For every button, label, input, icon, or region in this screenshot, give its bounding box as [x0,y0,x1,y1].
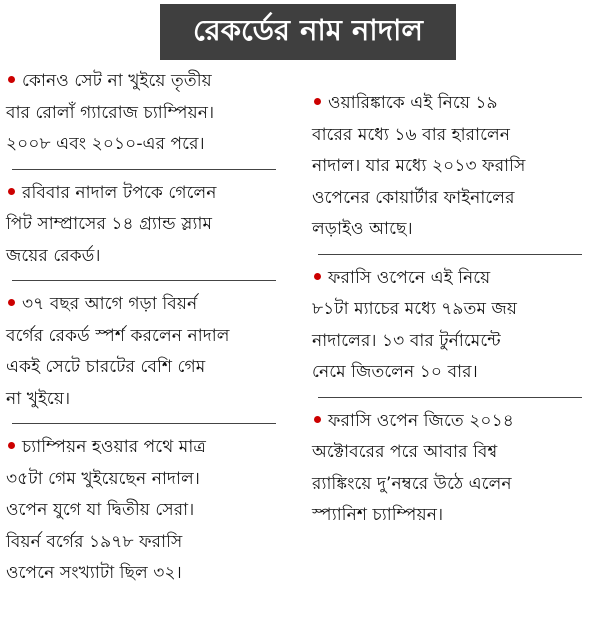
bullet-icon [8,442,15,449]
fact-line: বার রোলাঁ গ্যারোজ চ্যাম্পিয়ন। [6,102,215,123]
fact-line: কোনও সেট না খুইয়ে তৃতীয় [22,71,212,91]
fact-item [312,88,596,246]
fact-line: ফরাসি ওপেন জিতে ২০১৪ [328,410,514,431]
fact-item [312,263,596,389]
fact-line: নাদালের। ১৩ বার টুর্নামেন্টে [312,330,501,351]
divider [12,423,276,424]
divider [12,169,276,170]
fact-item [6,289,290,415]
bullet-icon [8,188,15,195]
fact-line: ৩৭ বছর আগে গড়া বিয়র্ন [22,294,198,314]
fact-line: ৩৫টা গেম খুইয়েছেন নাদাল। [6,468,200,489]
fact-line: লড়াইও আছে। [312,219,413,239]
fact-item [312,406,596,532]
fact-line: নেমে জিতলেন ১০ বার। [312,362,478,382]
bullet-icon [314,416,321,423]
fact-line: না খুইয়ে। [6,388,71,409]
bullet-icon [314,98,321,105]
divider [12,280,276,281]
fact-line: রবিবার নাদাল টপকে গেলেন [22,182,217,203]
fact-line: ওয়ারিঙ্কাকে এই নিয়ে ১৯ [328,93,498,113]
right-column [312,88,596,532]
headline-banner [160,4,456,60]
fact-line: স্প্যানিশ চ্যাম্পিয়ন। [312,505,444,525]
left-column [6,66,290,590]
fact-item [6,432,290,590]
fact-line: র‌্যাঙ্কিংয়ে দু’নম্বরে উঠে এলেন [312,473,512,494]
fact-line: চ্যাম্পিয়ন হওয়ার পথে মাত্র [22,437,206,457]
fact-line: বিয়র্ন বর্গের ১৯৭৮ ফরাসি [6,531,183,552]
fact-line: জয়ের রেকর্ড। [6,245,101,266]
fact-line: ২০০৮ এবং ২০১০-এর পরে। [6,134,205,154]
fact-line: নাদাল। যার মধ্যে ২০১৩ ফরাসি [312,156,526,176]
fact-line: ৮১টা ম্যাচের মধ্যে ৭৯তম জয় [312,299,517,319]
fact-line: অক্টোবরের পরে আবার বিশ্ব [312,442,498,462]
fact-line: ওপেনে সংখ্যাটা ছিল ৩২। [6,563,182,583]
bullet-icon [8,299,15,306]
fact-line: বর্গের রেকর্ড স্পর্শ করলেন নাদাল [6,325,230,346]
fact-line: একই সেটে চারটের বেশি গেম [6,357,206,377]
fact-line: ওপেনের কোয়ার্টার ফাইনালের [312,187,515,208]
bullet-icon [8,76,15,83]
headline-title: রেকর্ডের নাম নাদাল [193,12,423,47]
bullet-icon [314,273,321,280]
fact-line: পিট সাম্প্রাসের ১৪ গ্র্যান্ড স্ল্যাম [6,214,213,234]
fact-item [6,66,290,161]
fact-item [6,178,290,273]
divider [318,254,582,255]
fact-line: ওপেন যুগে যা দ্বিতীয় সেরা। [6,500,195,520]
fact-line: বারের মধ্যে ১৬ বার হারালেন [312,124,511,145]
fact-line: ফরাসি ওপেনে এই নিয়ে [328,267,491,288]
divider [318,397,582,398]
